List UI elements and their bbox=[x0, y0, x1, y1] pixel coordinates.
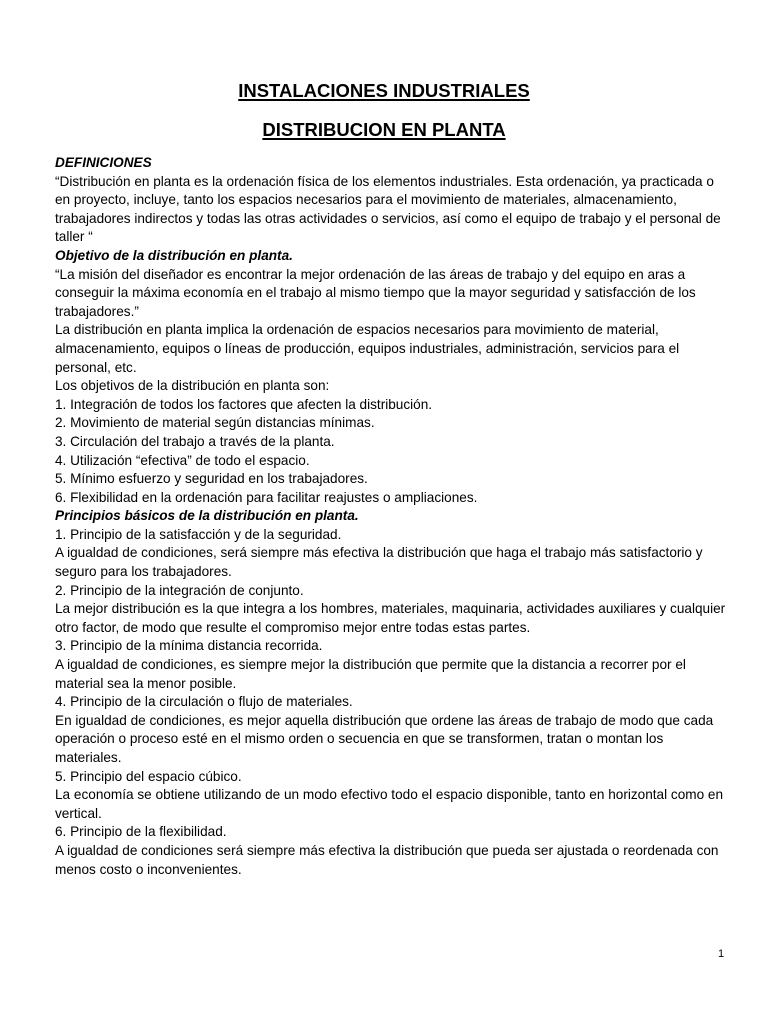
definicion-paragraph: “Distribución en planta es la ordenación física de los elementos industriales. Esta ordenación, ya practicada o en proyecto, incluye, tanto los espacios necesarios para el movimiento de materiales, almacenamiento, trabajadores indirectos y todas las otras actividades o servicios, así como el equipo de trabajo y el personal de taller “ bbox=[55, 173, 721, 245]
objetivo-list-item: 5. Mínimo esfuerzo y seguridad en los trabajadores. bbox=[55, 471, 368, 487]
objetivo-list-item: 2. Movimiento de material según distancias mínimas. bbox=[55, 415, 375, 431]
objetivo-list-item: 6. Flexibilidad en la ordenación para facilitar reajustes o ampliaciones. bbox=[55, 489, 478, 505]
document-subtitle: DISTRIBUCION EN PLANTA bbox=[262, 119, 506, 140]
principio-title: 4. Principio de la circulación o flujo de materiales. bbox=[55, 694, 353, 710]
objetivos-intro: Los objetivos de la distribución en planta son: bbox=[55, 378, 330, 394]
objetivo-list-item: 4. Utilización “efectiva” de todo el espacio. bbox=[55, 452, 310, 468]
principio-title: 3. Principio de la mínima distancia recorrida. bbox=[55, 638, 323, 654]
principios-heading: Principios básicos de la distribución en planta. bbox=[55, 508, 359, 524]
principio-text: La mejor distribución es la que integra a los hombres, materiales, maquinaria, actividades auxiliares y cualquier otro factor, de modo que resulte el compromiso mejor entre todas estas partes. bbox=[55, 601, 726, 635]
definiciones-heading: DEFINICIONES bbox=[55, 155, 152, 170]
objetivo-paragraph-1: “La misión del diseñador es encontrar la mejor ordenación de las áreas de trabajo y del equipo en aras a conseguir la máxima economía en el trabajo al mismo tiempo que la mayor seguridad y satisfacción de los trabajadores.” bbox=[55, 266, 696, 319]
document-body bbox=[55, 154, 730, 879]
page-number: 1 bbox=[718, 948, 725, 960]
principio-text: A igualdad de condiciones será siempre más efectiva la distribución que pueda ser ajustada o reordenada con menos costo o inconvenientes. bbox=[55, 842, 719, 877]
principio-text: La economía se obtiene utilizando de un modo efectivo todo el espacio disponible, tanto en horizontal como en vertical. bbox=[55, 787, 724, 821]
principio-text: A igualdad de condiciones, será siempre más efectiva la distribución que haga el trabajo más satisfactorio y seguro para los trabajadores. bbox=[55, 545, 703, 580]
objetivo-list-item: 1. Integración de todos los factores que afecten la distribución. bbox=[55, 396, 433, 412]
principio-text: En igualdad de condiciones, es mejor aquella distribución que ordene las áreas de trabajo de modo que cada operación o proceso esté en el mismo orden o secuencia en que se transformen, tratan o montan los materiales. bbox=[55, 712, 714, 765]
objetivo-list-item: 3. Circulación del trabajo a través de la planta. bbox=[55, 433, 335, 449]
principio-title: 6. Principio de la flexibilidad. bbox=[55, 824, 227, 840]
principio-title: 1. Principio de la satisfacción y de la seguridad. bbox=[55, 526, 342, 542]
principio-title: 5. Principio del espacio cúbico. bbox=[55, 768, 242, 784]
objetivo-heading: Objetivo de la distribución en planta. bbox=[55, 247, 293, 263]
principio-text: A igualdad de condiciones, es siempre mejor la distribución que permite que la distancia a recorrer por el material sea la menor posible. bbox=[55, 657, 686, 691]
principio-title: 2. Principio de la integración de conjunto. bbox=[55, 582, 304, 598]
objetivo-paragraph-2: La distribución en planta implica la ordenación de espacios necesarios para movimiento de material, almacenamiento, equipos o líneas de producción, equipos industriales, administración, servicios para el personal, etc. bbox=[55, 322, 680, 375]
document-title: INSTALACIONES INDUSTRIALES bbox=[238, 80, 530, 101]
